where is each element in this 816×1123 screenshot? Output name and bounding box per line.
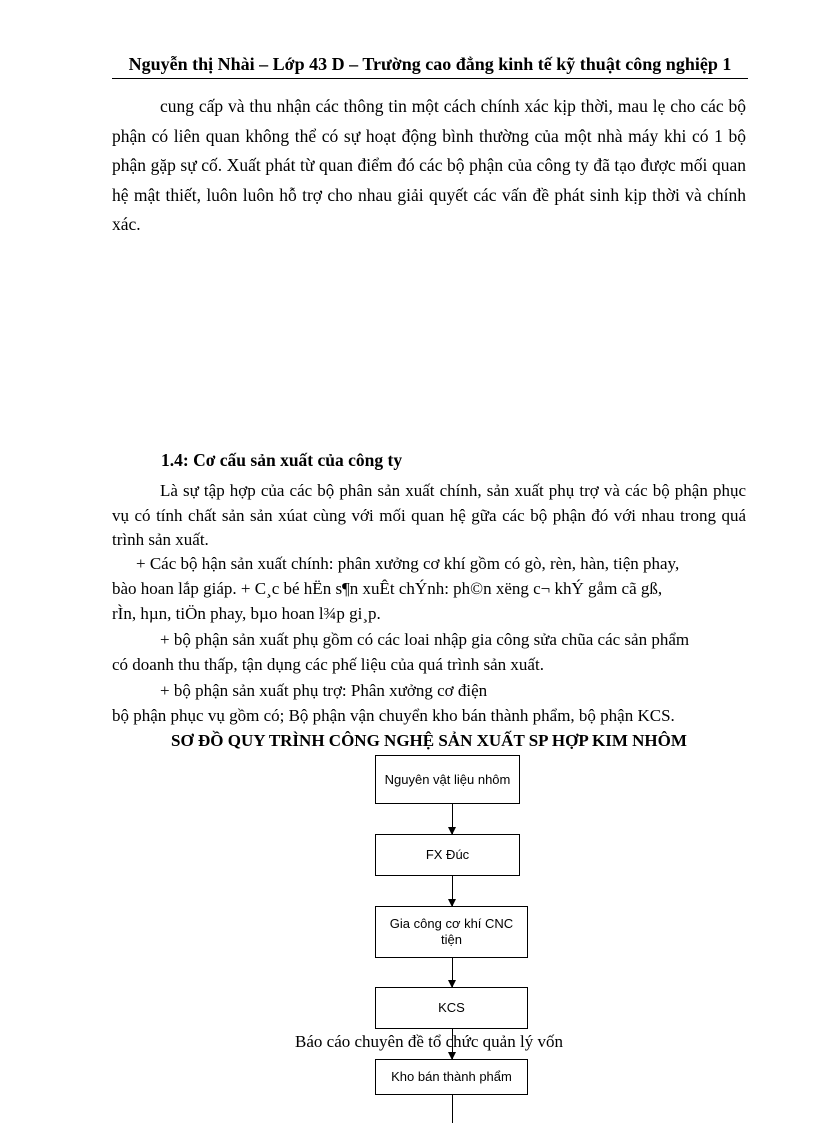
diagram-title: SƠ ĐỒ QUY TRÌNH CÔNG NGHỆ SẢN XUẤT SP HỢP KIM NHÔM — [171, 731, 687, 750]
flow-step-semi-finished-warehouse: Kho bán thành phẩm — [375, 1059, 528, 1095]
auxiliary-production-line-2: có doanh thu thấp, tận dụng các phế liệu của quá trình sản xuất. — [112, 655, 544, 674]
definition-paragraph: Là sự tập hợp của các bộ phân sản xuất chính, sản xuất phụ trợ và các bộ phận phục vụ có tính chất sản sản xúat cùng với mối quan hệ gữa các bộ phận đó với nhau trong quá trình sản xuất. — [112, 481, 746, 549]
main-production-line-1: + Các bộ hận sản xuất chính: phân xưởng cơ khí gồm có gò, rèn, hàn, tiện phay, — [136, 554, 680, 573]
arrow-down-icon — [452, 958, 453, 987]
main-production-line-2: bào hoan lắp giáp. + C¸c bé hËn s¶n xuÊt chÝnh: ph©n xëng c¬ khÝ gåm cã gß, — [112, 579, 663, 598]
section-heading: 1.4: Cơ cấu sản xuất của công ty — [161, 450, 403, 470]
auxiliary-production-line-1: + bộ phận sản xuất phụ gồm có các loai nhập gia công sửa chũa các sản phẩm — [160, 630, 690, 649]
flow-step-kcs: KCS — [375, 987, 528, 1029]
flow-step-cnc-machining: Gia công cơ khí CNC tiện — [375, 906, 528, 958]
arrow-down-icon — [452, 804, 453, 834]
flow-step-casting: FX Đúc — [375, 834, 520, 876]
service-department-line: bộ phận phục vụ gồm có; Bộ phận vận chuyển kho bán thành phẩm, bộ phận KCS. — [112, 706, 675, 725]
intro-paragraph: cung cấp và thu nhận các thông tin một cách chính xác kịp thời, mau lẹ cho các bộ phận có liên quan không thể có sự hoạt động bình thường của một nhà máy khi có 1 bộ phận gặp sự cố. Xuất phát từ quan điểm đó các bộ phận của công ty đã tạo được mối quan hệ mật thiết, luôn luôn hỗ trợ cho nhau giải quyết các vấn đề phát sinh kịp thời và chính xác. — [112, 96, 746, 234]
page-header: Nguyễn thị Nhài – Lớp 43 D – Trường cao đẳng kinh tế kỹ thuật công nghiệp 1 — [112, 52, 748, 79]
arrow-down-icon — [452, 876, 453, 906]
page-footer: Báo cáo chuyên đề tổ chức quản lý vốn — [295, 1032, 563, 1051]
connector-line — [452, 1095, 453, 1123]
main-production-line-3: rÌn, hµn, tiÖn phay, bµo hoan l¾p gi¸p. — [112, 604, 381, 623]
flow-step-raw-material: Nguyên vật liệu nhôm — [375, 755, 520, 804]
support-production-line: + bộ phận sản xuất phụ trợ: Phân xưởng cơ điện — [160, 681, 488, 700]
